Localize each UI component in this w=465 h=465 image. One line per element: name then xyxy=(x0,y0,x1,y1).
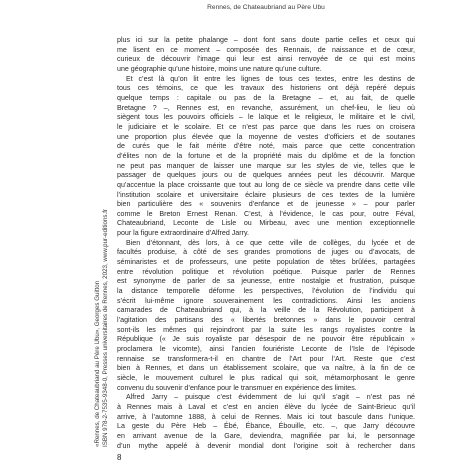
text-line xyxy=(117,422,415,432)
text-line-content: l’institution scolaire et universitaire éclaire plusieurs de ces textes de la lumière xyxy=(117,190,415,199)
text-line xyxy=(117,113,415,123)
text-line xyxy=(117,413,415,423)
text-line-content: est synonyme de parler de sa jeunesse, entre nostalgie et frustration, puisque xyxy=(117,277,415,286)
text-line-content: pour la figure extraordinaire d’Alfred Jarry. xyxy=(117,229,249,238)
text-line-content: plus ici sur la petite phalange – dont font sans doute partie celles et ceux qui xyxy=(117,36,415,44)
text-line-content: la distance temporelle déforme les perspectives, l’évolution de l’individu qui xyxy=(117,287,415,296)
text-line-content: tous ces témoins, ce que les travaux des historiens ont déjà repéré depuis xyxy=(117,84,415,93)
text-line xyxy=(117,133,415,143)
text-line-content: rennaise se transformera-t-il en chantre de l’Art pour l’Art. Reste que c’est xyxy=(117,354,415,363)
text-line xyxy=(117,84,415,94)
text-line-content: La geste du Père Heb – Ébé, Ébance, Ébouille, etc. –, que Jarry découvre xyxy=(117,422,415,431)
text-line xyxy=(117,104,415,114)
text-line xyxy=(117,248,415,258)
text-line xyxy=(117,384,415,394)
side-notice-title-author: «Rennes, de Chateaubriand au Père Ubu», Georges Guitton xyxy=(94,280,101,447)
paragraph xyxy=(117,239,415,394)
side-copyright-notice xyxy=(94,152,109,447)
text-line-content: bien à Rennes, et dans un établissement scolaire, que va naître, à la fin de ce xyxy=(117,364,415,373)
text-line xyxy=(117,316,415,326)
text-line xyxy=(117,335,415,345)
text-line-content: séminaristes et de professeurs, une petite population de têtes brûlées, partagées xyxy=(117,258,415,267)
text-line-content: qu’accentue la place croissante que tout au long de ce siècle va prendre dans cette ville xyxy=(117,180,415,189)
text-line xyxy=(117,94,415,104)
text-line xyxy=(117,191,415,201)
text-line-content: proclamera le vicomte), ainsi l’ancien fouriériste Leconte de l’Isle de l’épisode xyxy=(117,345,415,353)
text-line xyxy=(117,326,415,336)
text-line-content: de curés que le fait mérite d’être noté, mais parce que cette concentration xyxy=(117,142,415,151)
body-text xyxy=(117,36,415,451)
page-number: 8 xyxy=(117,453,122,462)
text-line-content: d’élites non de la fortune et de la propriété mais du diplôme et de la fonction xyxy=(117,151,415,160)
paragraph xyxy=(117,75,415,239)
text-line-content: comme le Breton Ernest Renan. C’est, à l’évidence, le cas pour, outre Féval, xyxy=(117,209,415,218)
text-line-content: siècle, le mouvement culturel le plus radical qui soit, métamorphosant le genre xyxy=(117,373,415,382)
text-line xyxy=(117,277,415,287)
text-line-content: s’écrit lui-même ignore souverainement les contradictions. Ainsi les anciens xyxy=(117,296,415,305)
text-line xyxy=(117,75,415,85)
text-line xyxy=(117,46,415,56)
text-line xyxy=(117,152,415,162)
text-line xyxy=(117,36,415,46)
text-line-content: arrive, à l’automne 1888, à celui de Rennes. Mais ici tout bascule dans l’unique. xyxy=(117,412,415,421)
text-line-content: quelque temps : capitale ou pas de la Bretagne – et, au fait, de quelle xyxy=(117,93,415,102)
text-line-content: une proportion plus élevée que la moyenne de vestes d’officiers et de soutanes xyxy=(117,132,415,141)
text-line xyxy=(117,393,415,403)
text-line xyxy=(117,55,415,65)
text-line-content: passager de quelques jours ou de quelques années peut les découvrir. Marque xyxy=(117,171,415,180)
text-line xyxy=(117,355,415,365)
text-line xyxy=(117,65,415,75)
text-line xyxy=(117,219,415,229)
text-line xyxy=(117,200,415,210)
text-line-content: Bien d’étonnant, dès lors, à ce que cette ville de collèges, du lycée et de xyxy=(126,238,415,247)
side-notice-isbn-publisher: ISBN 978-2-7535-9348-0, Presses universitaires de Rennes, 2023, www.pur-editions.fr xyxy=(101,209,109,447)
text-line xyxy=(117,403,415,413)
text-line xyxy=(117,268,415,278)
text-line-content: convenu du souvenir d’enfance pour le transmuer en expérience des limites. xyxy=(117,383,357,392)
text-line xyxy=(117,442,415,452)
text-line-content: sont-ils les mêmes qui rejoindront par la suite les rangs royalistes contre la xyxy=(117,325,415,334)
text-line-content: ne peut pas manquer de laisser une marque sur les styles de vie, telles que le xyxy=(117,161,415,170)
text-line-content: me lisent en ce moment – composée des Rennais, de naissance et de cœur, xyxy=(117,45,415,54)
text-line xyxy=(117,239,415,249)
text-line xyxy=(117,210,415,220)
text-line-content: Et c’est là qu’on lit entre les lignes de tous ces textes, entre les destins de xyxy=(126,74,415,83)
text-line xyxy=(117,306,415,316)
text-line-content: camarades de Chateaubriand qui, à la veille de la Révolution, participent à xyxy=(117,306,415,315)
text-line-content: curieux de découvrir l’image qui leur est ainsi renvoyée de ce qui est moins xyxy=(117,55,415,64)
paragraph xyxy=(117,393,415,451)
text-line-content: Bretagne ? –, Rennes est, en revanche, assurément, un chef-lieu, le lieu où xyxy=(117,103,415,112)
text-line-content: entre révolution politique et révolution poétique. Puisque parler de Rennes xyxy=(117,267,415,276)
text-line xyxy=(117,258,415,268)
text-line xyxy=(117,123,415,133)
running-title: Rennes, de Chateaubriand au Père Ubu xyxy=(207,4,325,11)
text-line xyxy=(117,229,415,239)
text-line-content: République (« Je suis royaliste par désespoir de ne pouvoir être républicain » xyxy=(117,335,415,344)
text-line xyxy=(117,297,415,307)
text-line-content: bien particulière des « souvenirs d’enfance et de jeunesse » – pour parler xyxy=(117,200,415,209)
text-line-content: Chateaubriand, Leconte de Lisle ou Mirbeau, avec une mention exceptionnelle xyxy=(117,219,415,228)
text-line-content: siègent tous les pouvoirs officiels – le laïque et le religieux, le militaire et le civil, xyxy=(117,113,415,122)
text-line-content: à Rennes mais à Laval et c’est en ancien élève du lycée de Saint-Brieuc qu’il xyxy=(117,402,415,411)
text-line xyxy=(117,181,415,191)
text-line-content: en arrivant avenue de la Gare, deviendra, magnifiée par lui, le personnage xyxy=(117,431,415,440)
text-line-content: facultés produise, à côté de ses grandes promotions de juges ou d’avocats, de xyxy=(117,248,415,257)
text-line-content: une géographie qu’une histoire, moins une nature qu’une culture. xyxy=(117,64,322,73)
text-line xyxy=(117,345,415,355)
text-line-content: Alfred Jarry – puisque c’est évidemment de lui qu’il s’agit – n’est pas né xyxy=(126,393,415,402)
text-line-content: l’agitation des partisans des « libertés bretonnes » dans le pouvoir central xyxy=(117,316,415,325)
text-line xyxy=(117,374,415,384)
text-line xyxy=(117,162,415,172)
paragraph xyxy=(117,36,415,75)
text-line-content: le judiciaire et le scolaire. Et ce n’est pas parce que dans les rues on croisera xyxy=(117,122,415,131)
text-line xyxy=(117,432,415,442)
text-line-content: d’un mythe appelé à devenir mondial dont l’origine soit à rechercher dans xyxy=(117,441,415,450)
text-line xyxy=(117,142,415,152)
text-line xyxy=(117,287,415,297)
text-line xyxy=(117,171,415,181)
text-line xyxy=(117,364,415,374)
